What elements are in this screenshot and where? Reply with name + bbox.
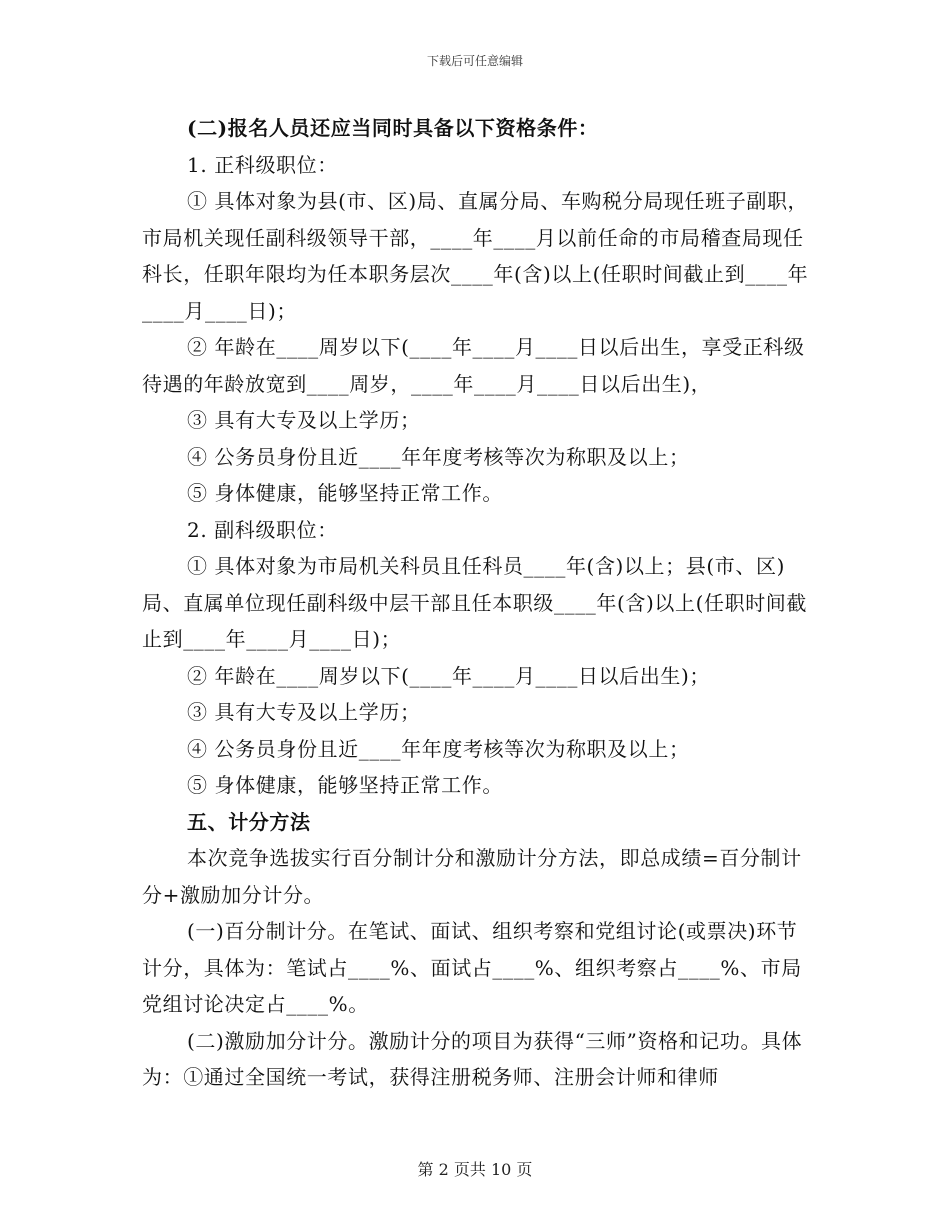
paragraph: ② 年龄在____周岁以下(____年____月____日以后出生，享受正科级待遇的年龄放宽到____周岁，____年____月____日以后出生)， [142, 335, 805, 396]
section-heading-qualifications: (二)报名人员还应当同时具备以下资格条件： [187, 116, 599, 140]
subheading-zhengke: 1. 正科级职位： [187, 152, 338, 177]
paragraph: ① 具体对象为县(市、区)局、直属分局、车购税分局现任班子副职，市局机关现任副科级领导干部，____年____月以前任命的市局稽查局现任科长，任职年限均为任本职务层次____年(含)以上(任职时间截止到____年____月____日)； [142, 189, 809, 323]
paragraph: ④ 公务员身份且近____年年度考核等次为称职及以上； [187, 444, 690, 469]
paragraph: ④ 公务员身份且近____年年度考核等次为称职及以上； [187, 736, 690, 761]
paragraph: ② 年龄在____周岁以下(____年____月____日以后出生)； [187, 663, 710, 688]
paragraph: 本次竞争选拔实行百分制计分和激励计分方法，即总成绩=百分制计分+激励加分计分。 [142, 846, 802, 907]
paragraph: (二)激励加分计分。激励计分的项目为获得“三师”资格和记功。具体为：①通过全国统一考试，获得注册税务师、注册会计师和律师 [142, 1028, 803, 1089]
paragraph: ③ 具有大专及以上学历； [187, 408, 421, 432]
paragraph: ⑤ 身体健康，能够坚持正常工作。 [187, 773, 503, 797]
section-heading-scoring: 五、计分方法 [187, 809, 311, 834]
page-footer: 第 2 页共 10 页 [417, 1160, 533, 1179]
page-header: 下载后可任意编辑 [426, 54, 523, 68]
paragraph: (一)百分制计分。在笔试、面试、组织考察和党组讨论(或票决)环节计分，具体为：笔试占____%、面试占____%、组织考察占____%、市局党组讨论决定占____%。 [142, 919, 802, 1016]
paragraph: ⑤ 身体健康，能够坚持正常工作。 [187, 481, 503, 505]
document-body [142, 110, 810, 1096]
paragraph: ① 具体对象为市局机关科员且任科员____年(含)以上；县(市、区)局、直属单位现任副科级中层干部且任本职级____年(含)以上(任职时间截止到____年____月____日)； [142, 554, 808, 651]
subheading-fuke: 2. 副科级职位： [187, 517, 338, 542]
paragraph: ③ 具有大专及以上学历； [187, 700, 421, 724]
